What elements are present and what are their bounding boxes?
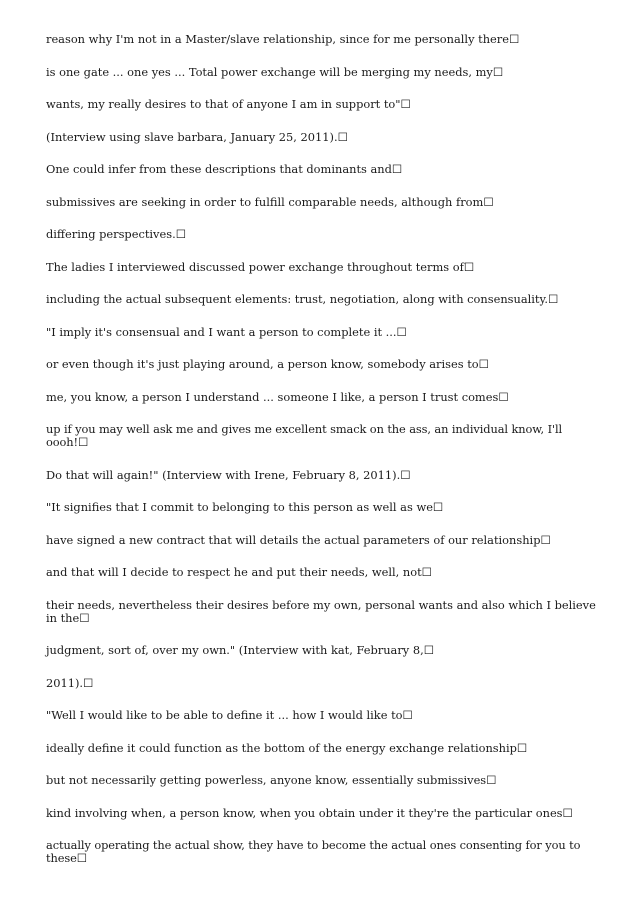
paragraph: actually operating the actual show, they have to become the actual ones consenting for you to these☐: [46, 838, 581, 865]
paragraph: including the actual subsequent elements: trust, negotiation, along with consensuality.☐: [46, 292, 559, 306]
paragraph: reason why I'm not in a Master/slave relationship, since for me personally there☐: [46, 32, 520, 46]
paragraph: Do that will again!" (Interview with Irene, February 8, 2011).☐: [46, 467, 411, 482]
paragraph: 2011).☐: [46, 675, 94, 690]
paragraph: wants, my really desires to that of anyone I am in support to"☐: [46, 97, 411, 111]
paragraph: and that will I decide to respect he and put their needs, well, not☐: [46, 565, 432, 579]
paragraph: "I imply it's consensual and I want a person to complete it ...☐: [46, 324, 407, 339]
paragraph: One could infer from these descriptions that dominants and☐: [46, 162, 403, 176]
paragraph: "It signifies that I commit to belonging to this person as well as we☐: [46, 500, 444, 514]
document-body: [46, 33, 596, 885]
paragraph: (Interview using slave barbara, January 25, 2011).☐: [46, 129, 348, 144]
paragraph: me, you know, a person I understand ... someone I like, a person I trust comes☐: [46, 389, 509, 404]
paragraph: The ladies I interviewed discussed power exchange throughout terms of☐: [46, 259, 475, 274]
paragraph: up if you may well ask me and gives me excellent smack on the ass, an individual know, I'll oooh!☐: [46, 422, 563, 449]
paragraph: have signed a new contract that will details the actual parameters of our relationship☐: [46, 532, 551, 547]
paragraph: or even though it's just playing around, a person know, somebody arises to☐: [46, 357, 489, 371]
paragraph: is one gate ... one yes ... Total power exchange will be merging my needs, my☐: [46, 64, 504, 79]
paragraph: judgment, sort of, over my own." (Interview with kat, February 8,☐: [46, 643, 434, 657]
paragraph: kind involving when, a person know, when you obtain under it they're the particular ones☐: [46, 805, 573, 820]
paragraph: differing perspectives.☐: [46, 227, 186, 241]
paragraph: but not necessarily getting powerless, anyone know, essentially submissives☐: [46, 773, 497, 787]
paragraph: "Well I would like to be able to define it ... how I would like to☐: [46, 708, 413, 722]
paragraph: their needs, nevertheless their desires before my own, personal wants and also which I believe in the☐: [46, 597, 596, 625]
paragraph: submissives are seeking in order to fulfill comparable needs, although from☐: [46, 194, 494, 209]
paragraph: ideally define it could function as the bottom of the energy exchange relationship☐: [46, 740, 528, 755]
